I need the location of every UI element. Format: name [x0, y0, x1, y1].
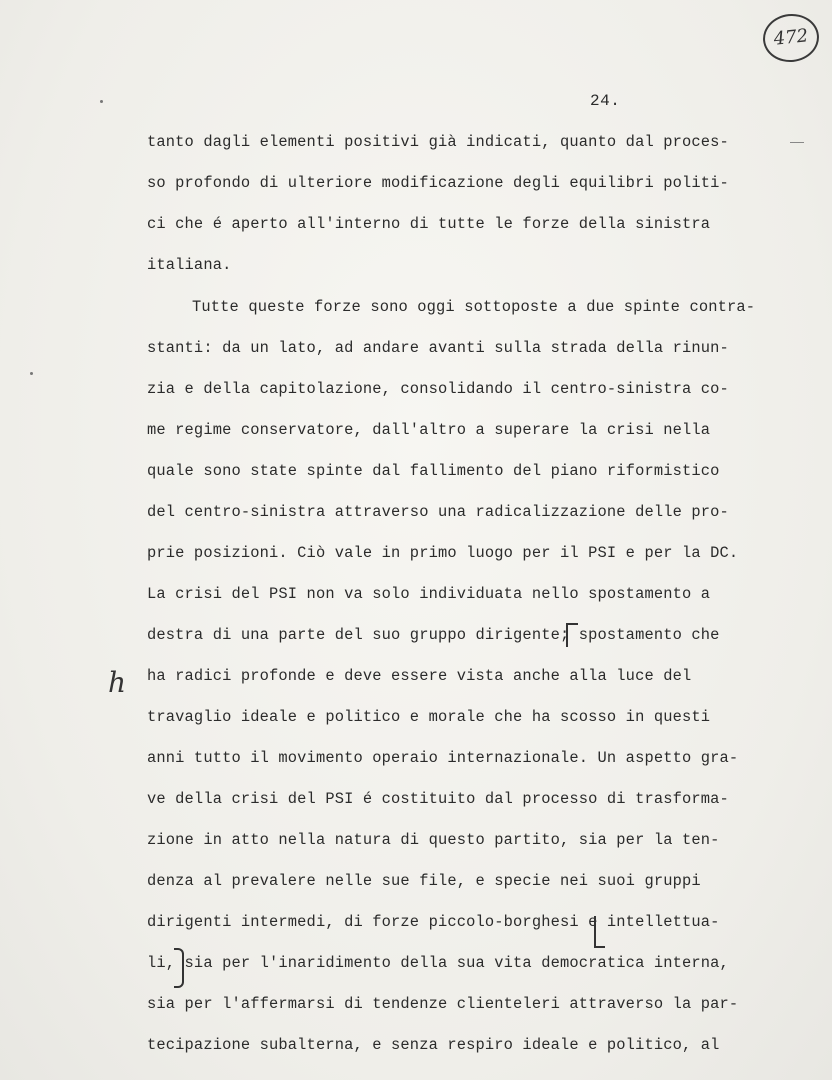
- editorial-bracket-mark: [566, 623, 578, 647]
- paper-speck: [100, 100, 103, 103]
- text-line: li, sia per l'inaridimento della sua vita democratica interna,: [147, 954, 729, 972]
- text-line: Tutte queste forze sono oggi sottoposte a due spinte contra-: [192, 298, 756, 316]
- text-line: dirigenti intermedi, di forze piccolo-borghesi e intellettua-: [147, 913, 720, 931]
- text-line: so profondo di ulteriore modificazione degli equilibri politi-: [147, 174, 729, 192]
- text-line: zione in atto nella natura di questo partito, sia per la ten-: [147, 831, 720, 849]
- text-line: ve della crisi del PSI é costituito dal processo di trasforma-: [147, 790, 729, 808]
- text-line: travaglio ideale e politico e morale che ha scosso in questi: [147, 708, 711, 726]
- page-number: 24.: [590, 92, 621, 110]
- text-line: stanti: da un lato, ad andare avanti sulla strada della rinun-: [147, 339, 729, 357]
- editorial-bracket-mark: [594, 916, 605, 948]
- text-line: sia per l'affermarsi di tendenze clienteleri attraverso la par-: [147, 995, 739, 1013]
- text-line: denza al prevalere nelle sue file, e specie nei suoi gruppi: [147, 872, 701, 890]
- text-line: destra di una parte del suo gruppo dirigente; spostamento che: [147, 626, 720, 644]
- text-line: ci che é aperto all'interno di tutte le forze della sinistra: [147, 215, 711, 233]
- text-line: prie posizioni. Ciò vale in primo luogo per il PSI e per la DC.: [147, 544, 739, 562]
- text-line: quale sono state spinte dal fallimento del piano riformistico: [147, 462, 720, 480]
- text-line: del centro-sinistra attraverso una radicalizzazione delle pro-: [147, 503, 729, 521]
- margin-dash: [790, 142, 804, 143]
- paper-speck: [30, 372, 33, 375]
- text-line: anni tutto il movimento operaio internazionale. Un aspetto gra-: [147, 749, 739, 767]
- text-line: me regime conservatore, dall'altro a superare la crisi nella: [147, 421, 711, 439]
- handwritten-margin-note: h: [108, 666, 127, 699]
- text-line: tanto dagli elementi positivi già indicati, quanto dal proces-: [147, 133, 729, 151]
- editorial-bracket-mark: [174, 948, 184, 988]
- text-line: italiana.: [147, 256, 232, 274]
- archive-stamp: 472: [761, 11, 822, 65]
- text-line: zia e della capitolazione, consolidando il centro-sinistra co-: [147, 380, 729, 398]
- text-line: La crisi del PSI non va solo individuata nello spostamento a: [147, 585, 711, 603]
- text-line: ha radici profonde e deve essere vista anche alla luce del: [147, 667, 692, 685]
- text-line: tecipazione subalterna, e senza respiro ideale e politico, al: [147, 1036, 720, 1054]
